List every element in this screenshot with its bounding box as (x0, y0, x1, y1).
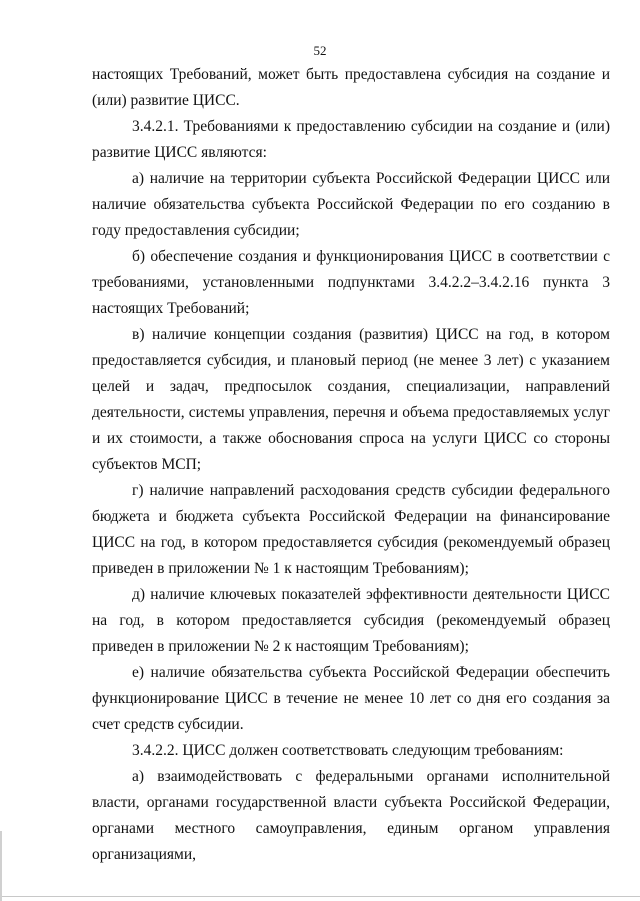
paragraph-3-4-2-1: 3.4.2.1. Требованиями к предоставлению субсидии на создание и (или) развитие ЦИСС являются: (92, 118, 610, 161)
scan-bottom-edge (0, 896, 640, 897)
paragraph-continuation: настоящих Требований, может быть предоставлена субсидия на создание и (или) развитие ЦИСС. (92, 66, 610, 109)
paragraph-item-g: г) наличие направлений расходования средств субсидии федерального бюджета и бюджета субъекта Российской Федерации на финансирование ЦИСС на год, в котором предоставляется субсидия (рекомендуемый образец приведен в приложении № 1 к настоящим Требованиям); (92, 482, 610, 577)
paragraph-item-b: б) обеспечение создания и функционирования ЦИСС в соответствии с требованиями, установленными подпунктами 3.4.2.2–3.4.2.16 пункта 3 настоящих Требований; (92, 248, 610, 317)
paragraph-item-d: д) наличие ключевых показателей эффективности деятельности ЦИСС на год, в котором предоставляется субсидия (рекомендуемый образец приведен в приложении № 2 к настоящим Требованиям); (92, 586, 610, 655)
paragraph-item-v: в) наличие концепции создания (развития) ЦИСС на год, в котором предоставляется субсидия, и плановый период (не менее 3 лет) с указанием целей и задач, предпосылок создания, специализации, направлений деятельности, системы управления, перечня и объема предоставляемых услуг и их стоимости, а также обоснования спроса на услуги ЦИСС со стороны субъектов МСП; (92, 326, 610, 473)
paragraph-item-e: е) наличие обязательства субъекта Российской Федерации обеспечить функционирование ЦИСС в течение не менее 10 лет со дня его создания за счет средств субсидии. (92, 664, 610, 733)
paragraph-3-4-2-2: 3.4.2.2. ЦИСС должен соответствовать следующим требованиям: (132, 742, 564, 759)
scan-left-edge (0, 831, 2, 901)
paragraph-item-a: а) наличие на территории субъекта Российской Федерации ЦИСС или наличие обязательства субъекта Российской Федерации по его созданию в году предоставления субсидии; (92, 170, 610, 239)
document-body (92, 62, 610, 868)
page-number: 52 (313, 43, 327, 58)
paragraph-3-4-2-2-item-a: а) взаимодействовать с федеральными органами исполнительной власти, органами государственной власти субъекта Российской Федерации, органами местного самоуправления, единым органом управления организациями, (92, 768, 610, 863)
